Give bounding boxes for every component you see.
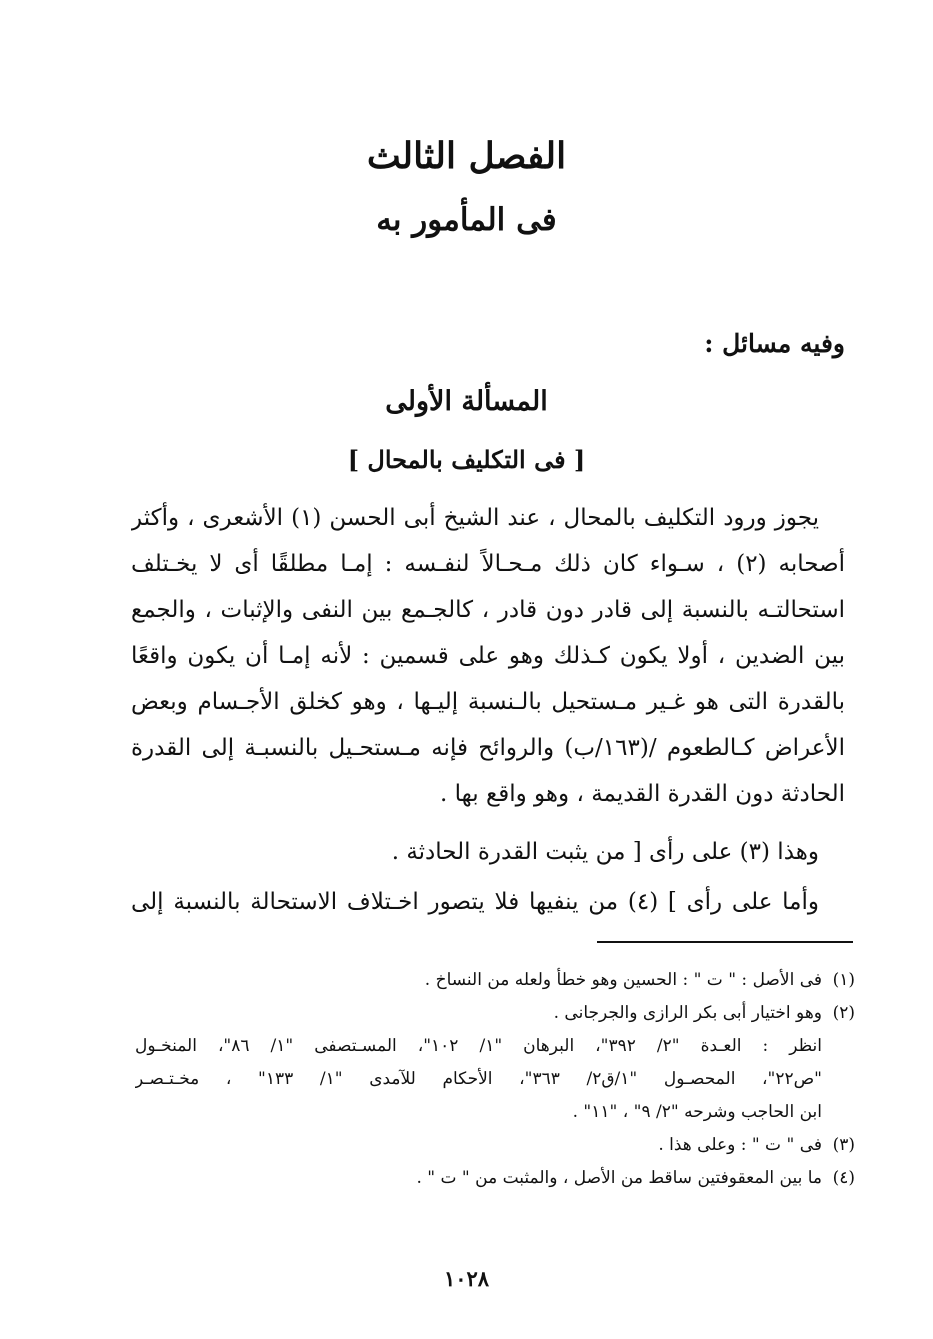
footnotes bbox=[135, 964, 855, 1195]
footnote-text: وهو اختيار أبى بكر الرازى والجرجانى . bbox=[553, 1003, 822, 1023]
section-intro: وفيه مسائل : bbox=[704, 329, 845, 358]
footnote-1 bbox=[135, 964, 855, 997]
footnote-number: (٢) bbox=[832, 1003, 855, 1023]
footnote-2-reference-line: "ص٢٢"، المحصـول "١/ق٢/ ٣٦٣"، الأحكام للآمدى "١/ ١٣٣" ، مخـتـصـر bbox=[135, 1069, 822, 1089]
text-line: الأعراض كـالطعوم /(١٦٣/ب) والروائح فإنه مـستحـيل بالنسبـة إلى القدرة bbox=[131, 735, 845, 761]
footnote-text: فى " ت " : وعلى هذا . bbox=[658, 1135, 822, 1155]
paragraph-3 bbox=[131, 879, 845, 925]
text-line: استحالتـه بالنسبة إلى قادر دون قادر ، كالجـمع بين النفى والإثبات ، والجمع bbox=[131, 597, 845, 623]
issue-subtitle: [ فى التكليف بالمحال ] bbox=[347, 445, 586, 474]
text-line: يجوز ورود التكليف بالمحال ، عند الشيخ أبى الحسن (١) الأشعرى ، وأكثر bbox=[131, 505, 819, 531]
chapter-title: الفصل الثالث bbox=[366, 135, 567, 177]
footnote-2-reference-line: انظر : العـدة "٢/ ٣٩٢"، البرهان "١/ ١٠٢"، المسـتصفى "١/ ٨٦"، المنخـول bbox=[135, 1036, 823, 1056]
text-line: بين الضدين ، أولا يكون كـذلك وهو على قسمين : لأنه إمـا أن يكون واقعًا bbox=[131, 643, 845, 669]
paragraph-1 bbox=[131, 495, 845, 817]
text-line: أصحابه (٢) ، سـواء كان ذلك مـحـالاً لنفـسه : إمـا مطلقًا أى لا يخـتلف bbox=[131, 551, 845, 577]
text-line: الحادثة دون القدرة القديمة ، وهو واقع بها . bbox=[440, 781, 845, 807]
page-number: ١٠٢٨ bbox=[443, 1266, 490, 1291]
issue-title: المسألة الأولى bbox=[385, 386, 548, 417]
footnote-number: (١) bbox=[832, 970, 855, 990]
footnote-2-reference-line: ابن الحاجب وشرحه "٢/ ٩" ، "١١" . bbox=[572, 1102, 822, 1122]
text-line: وأما على رأى ] (٤) من ينفيها فلا يتصور اخـتلاف الاستحالة بالنسبة إلى bbox=[131, 889, 819, 915]
paragraph-2 bbox=[131, 829, 845, 875]
footnote-separator bbox=[597, 941, 853, 943]
footnote-3 bbox=[135, 1129, 855, 1162]
footnote-4 bbox=[135, 1162, 855, 1195]
footnote-number: (٣) bbox=[832, 1135, 855, 1155]
footnote-text: فى الأصل : " ت " : الحسين وهو خطأ ولعله من النساخ . bbox=[424, 970, 822, 990]
body-text bbox=[131, 495, 845, 925]
footnote-text: ما بين المعقوفتين ساقط من الأصل ، والمثبت من " ت " . bbox=[416, 1168, 822, 1188]
footnote-2 bbox=[135, 997, 855, 1030]
chapter-subtitle: فى المأمور به bbox=[376, 202, 557, 238]
text-line: بالقدرة التى هو غـير مـستحيل بالـنسبة إليـها ، وهو كخلق الأجـسام وبعض bbox=[131, 689, 845, 715]
footnote-number: (٤) bbox=[832, 1168, 855, 1188]
text-line: وهذا (٣) على رأى [ من يثبت القدرة الحادثة . bbox=[391, 839, 819, 865]
